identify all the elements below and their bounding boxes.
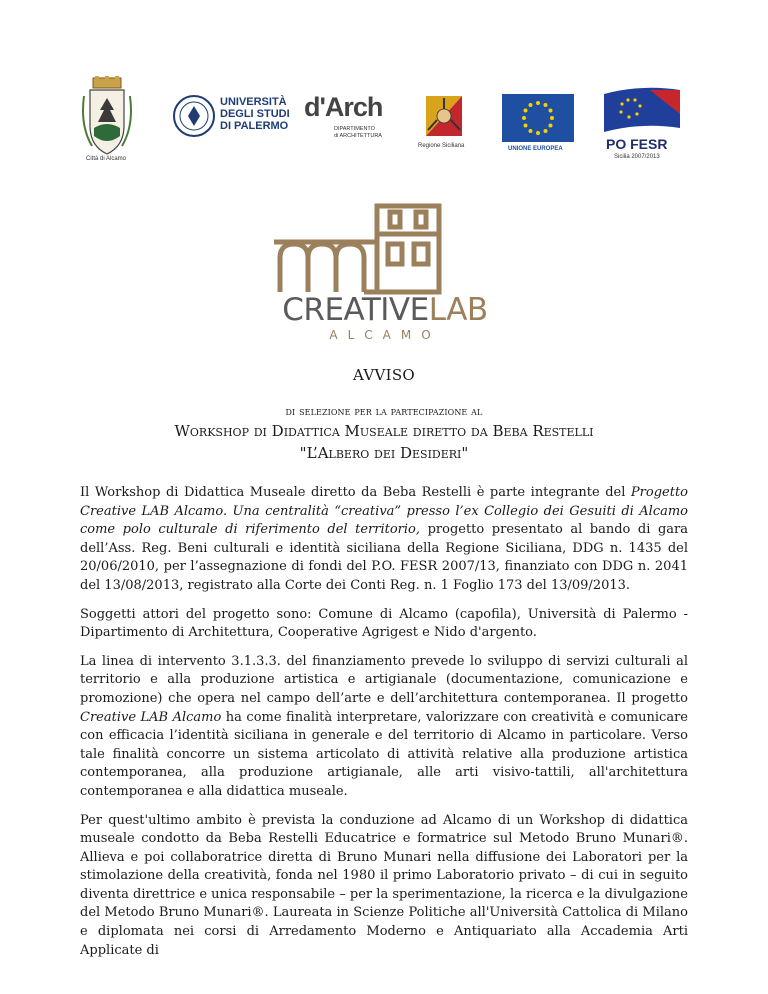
document-body xyxy=(80,484,688,970)
p1-text-a: Il Workshop di Didattica Museale diretto da Beba Restelli è parte integrante del xyxy=(80,485,631,500)
regione-siciliana-logo xyxy=(418,94,470,158)
p1-project-title: Progetto Creative LAB Alcamo. Una centralità “creativa” presso l’ex Collegio dei Gesuiti di Alcamo come polo culturale di riferimento del territorio, xyxy=(80,485,688,538)
brand-city: ALCAMO xyxy=(329,328,441,342)
darch-line1: DIPARTIMENTO xyxy=(334,126,375,132)
avviso-subtitle: di selezione per la partecipazione al xyxy=(285,404,483,418)
creative-lab-logo xyxy=(250,198,520,348)
paragraph-1 xyxy=(80,484,688,596)
alcamo-caption: Città di Alcamo xyxy=(86,156,127,162)
darch-logo xyxy=(304,92,390,144)
paragraph-3 xyxy=(80,653,688,802)
logo-strip xyxy=(80,76,690,172)
darch-wordmark: d'Arch xyxy=(304,92,383,122)
workshop-name: "L’Albero dei Desideri" xyxy=(299,444,469,462)
paragraph-4: Per quest'ultimo ambito è prevista la conduzione ad Alcamo di un Workshop di didattica museale condotto da Beba Restelli Educatrice e formatrice sul Metodo Bruno Munari®. Allieva e poi collaboratrice diretta di Bruno Munari nella diffusione dei Laboratori per la stimolazione della creatività, fonda nel 1980 il primo Laboratorio privato – di cui in seguito diventa direttrice e unica responsabile – per la sperimentazione, la ricerca e la divulgazione del Metodo Bruno Munari®. Laureata in Scienze Politiche all'Università Cattolica di Milano e diplomata nei corsi di Arredamento Moderno e Antiquariato alla Accademia Arti Applicate di xyxy=(80,812,688,958)
pofesr-wordmark: PO FESR xyxy=(606,136,668,152)
p3-project-name: Creative LAB Alcamo xyxy=(80,709,222,725)
p3-text-a: La linea di intervento 3.1.3.3. del finanziamento prevede lo sviluppo di servizi culturali al territorio e alla produzione artistica e artigianale (documentazione, comunicazione e promozione) che opera nel campo dell’arte e dell’architettura contemporanea. Il progetto xyxy=(80,653,688,706)
darch-line2: di ARCHITETTURA xyxy=(334,133,382,139)
avviso-title: AVVISO xyxy=(352,366,416,384)
brand-lab: LAB xyxy=(428,292,488,328)
eu-caption: UNIONE EUROPEA xyxy=(508,146,563,152)
pofesr-caption: Sicilia 2007/2013 xyxy=(614,154,660,160)
alcamo-crest-logo xyxy=(80,76,134,168)
unipa-logo xyxy=(172,94,300,140)
unipa-line3: DI PALERMO xyxy=(220,120,289,132)
workshop-title: Workshop di Didattica Museale diretto da Beba Restelli xyxy=(174,422,594,440)
unipa-line1: UNIVERSITÀ xyxy=(220,96,287,108)
unipa-line2: DEGLI STUDI xyxy=(220,108,290,120)
po-fesr-logo xyxy=(602,84,684,164)
unione-europea-logo xyxy=(500,94,576,156)
p3-text-b: ha come finalità interpretare, valorizzare con creatività e comunicare con efficacia l’identità siciliana in generale e del territorio di Alcamo in particolare. Verso tale finalità concorre un sistema articolato di attività relative alla produzione artistica contemporanea, alla produzione artigianale, alle arti visivo-tattili, all'architettura contemporanea e alla didattica museale. xyxy=(80,709,688,799)
sicilia-caption: Regione Siciliana xyxy=(418,143,465,149)
brand-creative: CREATIVE xyxy=(282,292,429,328)
paragraph-2: Soggetti attori del progetto sono: Comune di Alcamo (capofila), Università di Palermo - Dipartimento di Architettura, Cooperative Agrigest e Nido d'argento. xyxy=(80,606,688,641)
p1-text-b: progetto presentato al bando di gara dell’Ass. Reg. Beni culturali e identità siciliana della Regione Siciliana, DDG n. 1435 del 20/06/2010, per l’assegnazione di fondi del P.O. FESR 2007/13, finanziato con DDG n. 2041 del 13/08/2013, registrato alla Corte dei Conti Reg. n. 1 Foglio 173 del 13/09/2013. xyxy=(80,522,688,593)
